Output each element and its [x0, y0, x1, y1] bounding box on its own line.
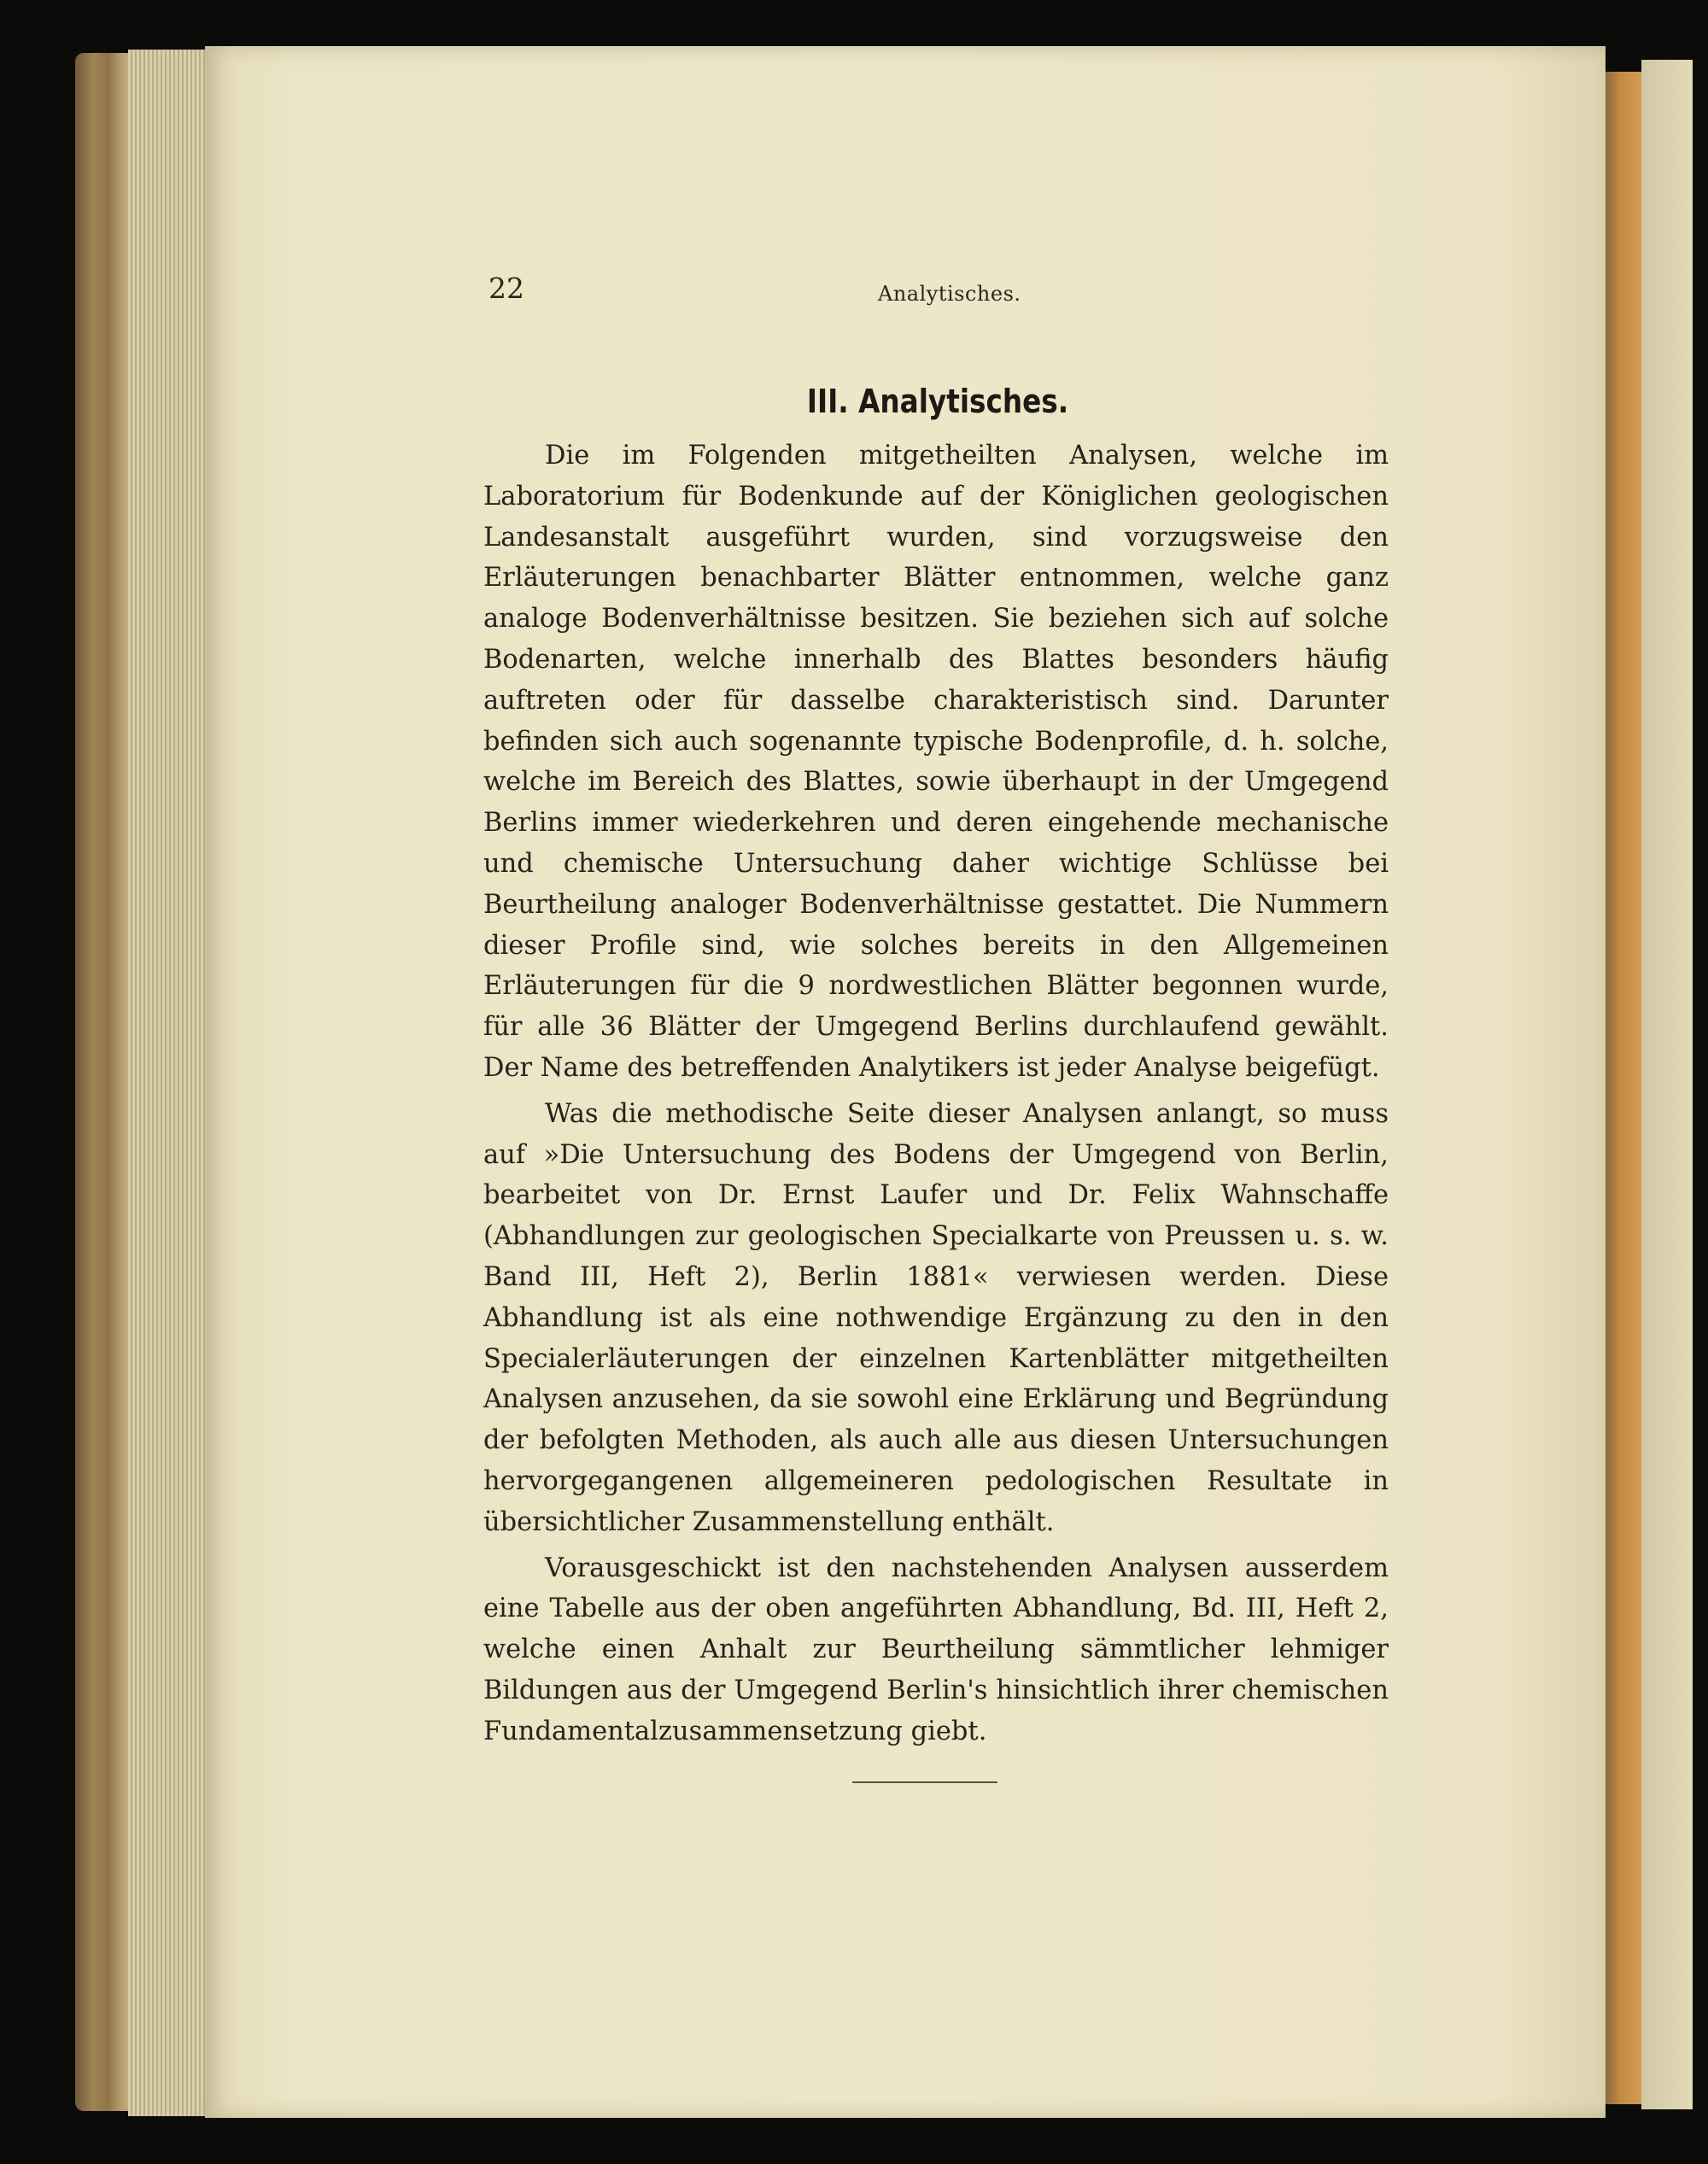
right-cover-edge [1606, 72, 1641, 2104]
section-heading: III. Analytisches. [806, 383, 1069, 420]
page-stack-edges [128, 50, 214, 2116]
body-text [483, 436, 1389, 1758]
running-title: Analytisches. [878, 282, 1021, 306]
page-number: 22 [488, 272, 524, 305]
next-page-edge [1641, 60, 1693, 2109]
paragraph: Die im Folgenden mitgetheilten Analysen, welche im Laboratorium für Bodenkunde auf der Königlichen geologischen Landesanstalt ausgeführt wurden, sind vorzugsweise den Erläuterungen benachbarter Blätter entnommen, welche ganz analoge Bodenverhältnisse besitzen. Sie beziehen sich auf solche Bodenarten, welche innerhalb des Blattes besonders häufig auftreten oder für dasselbe charakteristisch sind. Darunter befinden sich auch sogenannte typische Bodenprofile, d. h. solche, welche im Bereich des Blattes, sowie überhaupt in der Umgegend Berlins immer wiederkehren und deren eingehende mechanische und chemische Untersuchung daher wichtige Schlüsse bei Beurtheilung analoger Bodenverhältnisse gestattet. Die Nummern dieser Profile sind, wie solches bereits in den Allgemeinen Erläuterungen für die 9 nordwestlichen Blätter begonnen wurde, für alle 36 Blätter der Umgegend Berlins durchlaufend gewählt. Der Name des betreffenden Analytikers ist jeder Analyse beigefügt. [483, 441, 1389, 1083]
paragraph: Was die methodische Seite dieser Analysen anlangt, so muss auf »Die Untersuchung des Bodens der Umgegend von Berlin, bearbeitet von Dr. Ernst Laufer und Dr. Felix Wahnschaffe (Abhandlungen zur geologischen Specialkarte von Preussen u. s. w. Band III, Heft 2), Berlin 1881« verwiesen werden. Diese Abhandlung ist als eine nothwendige Ergänzung zu den in den Specialerläuterungen der einzelnen Kartenblätter mitgetheilten Analysen anzusehen, da sie sowohl eine Erklärung und Begründung der befolgten Methoden, als auch alle aus diesen Untersuchungen hervorgegangenen allgemeineren pedologischen Resultate in übersichtlicher Zusammenstellung enthält. [483, 1098, 1389, 1537]
book-spine-edge [75, 53, 135, 2111]
paragraph: Vorausgeschickt ist den nachstehenden Analysen ausserdem eine Tabelle aus der oben angeführten Abhandlung, Bd. III, Heft 2, welche einen Anhalt zur Beurtheilung sämmtlicher lehmiger Bildungen aus der Umgegend Berlin's hinsichtlich ihrer chemischen Fundamentalzusammensetzung giebt. [483, 1553, 1389, 1746]
running-head [488, 272, 1387, 314]
end-rule-divider [852, 1781, 997, 1783]
